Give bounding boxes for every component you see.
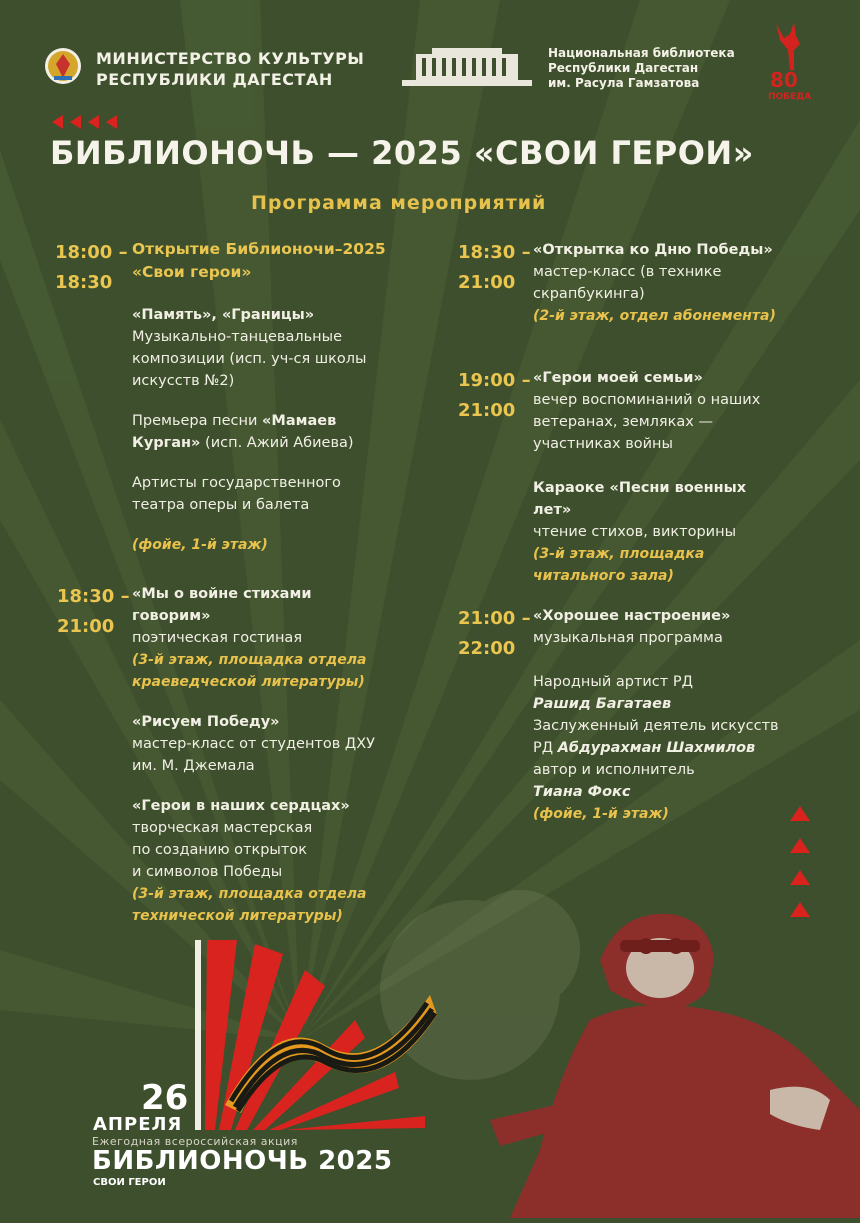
event-desc: музыкальная программа — [533, 630, 723, 646]
arrow-up-icon — [790, 806, 810, 821]
sub-event — [132, 472, 432, 516]
event-title-line: Открытие Библионочи–2025 — [132, 240, 386, 258]
ministry-line-2: РЕСПУБЛИКИ ДАГЕСТАН — [96, 70, 333, 89]
text: РД — [533, 740, 558, 756]
event-location: (фойе, 1-й этаж) — [533, 806, 669, 822]
page-title: БИБЛИОНОЧЬ — 2025 «СВОИ ГЕРОИ» — [50, 134, 754, 172]
date-day: 26 — [141, 1078, 189, 1118]
event-desc: вечер воспоминаний о наших — [533, 392, 761, 408]
event-location: (2-й этаж, отдел абонемента) — [533, 308, 776, 324]
sub-event-line: Музыкально-танцевальные — [132, 329, 342, 345]
red-arrows-left — [52, 115, 124, 134]
text: Премьера песни — [132, 413, 263, 429]
time-end: 21:00 — [57, 616, 115, 637]
time-end: 21:00 — [458, 272, 516, 293]
event-title-line: «Мы о войне стихами — [132, 586, 312, 602]
arrow-up-icon — [790, 838, 810, 853]
time-end: 18:30 — [55, 272, 113, 293]
event-logo-title: БИБЛИОНОЧЬ 2025 — [92, 1146, 393, 1176]
performer-name: Тиана Фокс — [533, 784, 631, 800]
sub-event-line — [132, 432, 432, 454]
song-title: «Мамаев — [262, 413, 337, 429]
ministry-line-1: МИНИСТЕРСТВО КУЛЬТУРЫ — [96, 49, 365, 68]
event-location: технической литературы) — [132, 908, 343, 924]
event-opening — [132, 238, 432, 556]
event-logo-slogan: СВОИ ГЕРОИ — [93, 1177, 166, 1188]
event-time — [458, 604, 538, 664]
performer-name: Рашид Багатаев — [533, 696, 672, 712]
performer-line — [533, 737, 823, 759]
song-title: Курган» — [132, 435, 201, 451]
library-name — [548, 46, 735, 91]
sub-event-title: «Память», «Границы» — [132, 307, 315, 323]
event-title-line: говорим» — [132, 608, 211, 624]
event-desc: мастер-класс (в технике — [533, 264, 722, 280]
event-desc: скрапбукинга) — [533, 286, 645, 302]
event-desc: поэтическая гостиная — [132, 630, 303, 646]
performer-role: автор и исполнитель — [533, 762, 695, 778]
event-desc: участниках войны — [533, 436, 673, 452]
sub-event — [132, 304, 432, 392]
event-desc: чтение стихов, викторины — [533, 524, 737, 540]
event-time — [458, 238, 538, 298]
performer-role: Заслуженный деятель искусств — [533, 718, 779, 734]
time-start: 19:00 – — [458, 370, 531, 391]
event-postcard — [533, 239, 823, 327]
event-desc: и символов Победы — [132, 864, 283, 880]
event-title: «Открытка ко Дню Победы» — [533, 242, 773, 258]
event-location: (3-й этаж, площадка — [533, 546, 705, 562]
event-title: «Герои в наших сердцах» — [132, 798, 350, 814]
library-line-1: Национальная библиотека — [548, 46, 735, 60]
victory-80-badge — [766, 20, 816, 106]
event-location: краеведческой литературы) — [132, 674, 365, 690]
republic-emblem-icon — [44, 46, 82, 86]
badge-word: ПОБЕДА — [768, 92, 812, 102]
arrow-left-icon — [52, 115, 63, 129]
date-month: АПРЕЛЯ — [93, 1114, 183, 1135]
performer-name: Абдурахман Шахмилов — [557, 740, 756, 756]
event-desc: мастер-класс от студентов ДХУ — [132, 736, 375, 752]
badge-number: 80 — [770, 68, 798, 92]
sub-event-line — [132, 410, 432, 432]
performer-role: Народный артист РД — [533, 674, 693, 690]
arrow-left-icon — [70, 115, 81, 129]
event-desc: по созданию открыток — [132, 842, 307, 858]
event-title: Караоке «Песни военных — [533, 480, 747, 496]
library-line-2: Республики Дагестан — [548, 61, 699, 75]
event-title: «Герои моей семьи» — [533, 370, 703, 386]
program-subtitle: Программа мероприятий — [251, 192, 547, 214]
sub-event — [132, 410, 432, 454]
event-desc: ветеранах, земляках — — [533, 414, 713, 430]
event-family-heroes — [533, 367, 823, 587]
event-time — [55, 238, 135, 298]
arrow-left-icon — [106, 115, 117, 129]
library-building-icon — [402, 44, 532, 88]
event-location: (фойе, 1-й этаж) — [132, 537, 268, 553]
ministry-name — [96, 48, 364, 90]
event-title: «Хорошее настроение» — [533, 608, 731, 624]
event-time — [458, 366, 538, 426]
event-title — [132, 238, 432, 284]
event-title: «Рисуем Победу» — [132, 714, 280, 730]
event-desc: им. М. Джемала — [132, 758, 255, 774]
time-start: 18:30 – — [458, 242, 531, 263]
event-location: (3-й этаж, площадка отдела — [132, 886, 367, 902]
event-location: (3-й этаж, площадка отдела — [132, 652, 367, 668]
time-start: 18:00 – — [55, 242, 128, 263]
time-end: 22:00 — [458, 638, 516, 659]
event-poetry — [132, 583, 432, 927]
arrow-left-icon — [88, 115, 99, 129]
time-start: 21:00 – — [458, 608, 531, 629]
event-concert — [533, 605, 823, 825]
sub-event-line: искусств №2) — [132, 373, 235, 389]
library-line-3: им. Расула Гамзатова — [548, 76, 700, 90]
sub-event-line: Артисты государственного — [132, 475, 341, 491]
time-start: 18:30 – — [57, 586, 130, 607]
sub-event-line: композиции (исп. уч-ся школы — [132, 351, 367, 367]
annual-action-label: Ежегодная всероссийская акция — [92, 1135, 298, 1148]
st-george-ribbon-icon — [215, 975, 440, 1115]
event-desc: творческая мастерская — [132, 820, 313, 836]
event-title: лет» — [533, 502, 572, 518]
event-time — [57, 582, 137, 642]
time-end: 21:00 — [458, 400, 516, 421]
text: (исп. Ажий Абиева) — [200, 435, 354, 451]
motherland-statue-icon — [766, 20, 816, 72]
event-title — [132, 583, 432, 627]
event-title-line: «Свои герои» — [132, 263, 252, 281]
event-location: читального зала) — [533, 568, 674, 584]
arrow-up-icon — [790, 870, 810, 885]
sub-event-line: театра оперы и балета — [132, 497, 310, 513]
soldier-illustration — [470, 900, 860, 1218]
